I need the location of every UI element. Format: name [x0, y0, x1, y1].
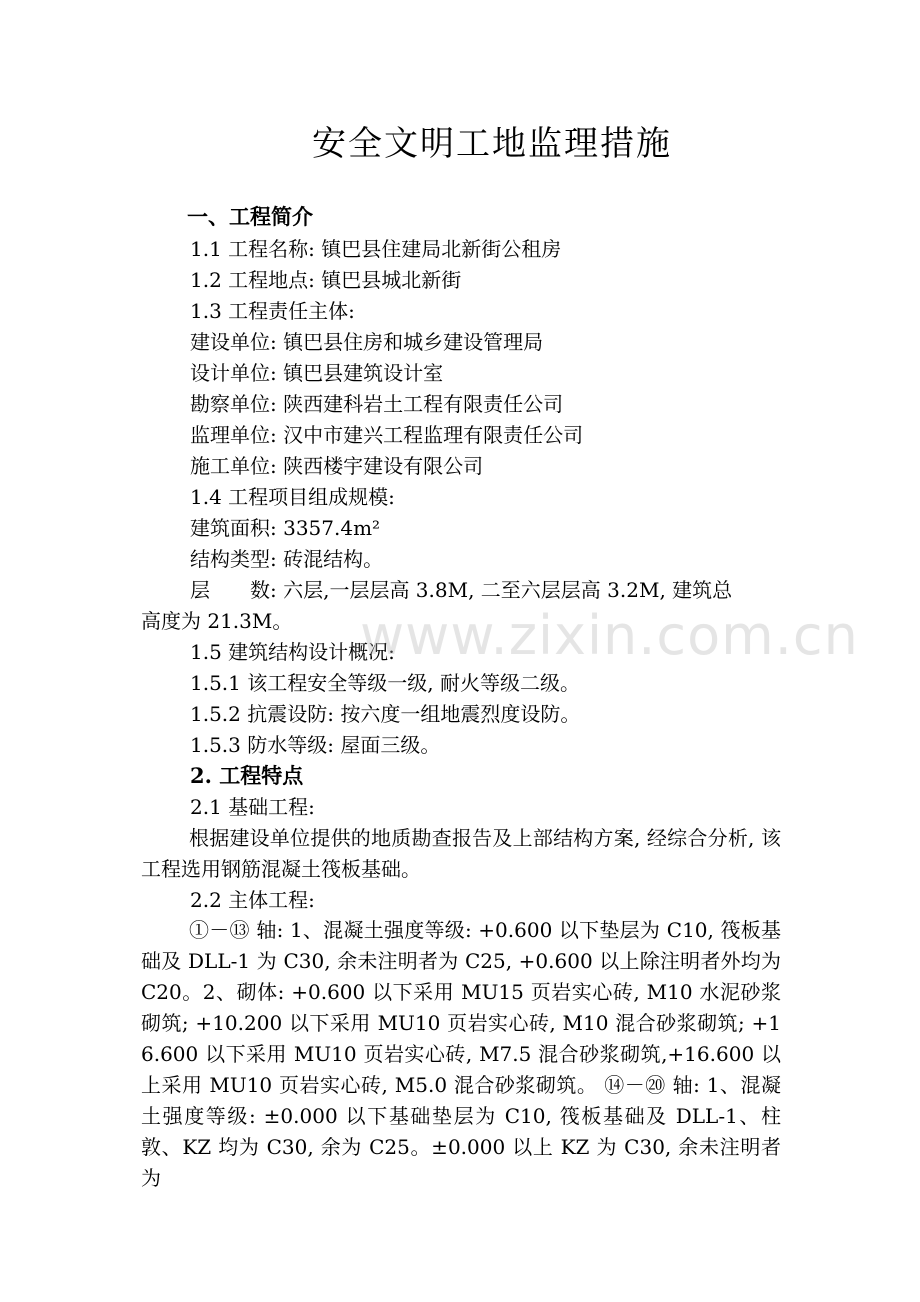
- design-overview-line: 1.5 建筑结构设计概况:: [190, 640, 395, 664]
- building-area-line: 建筑面积: 3357.4m²: [190, 516, 381, 540]
- design-unit-line: 设计单位: 镇巴县建筑设计室: [190, 361, 444, 385]
- construct-unit-line: 施工单位: 陕西楼宇建设有限公司: [190, 454, 484, 478]
- seismic-line: 1.5.2 抗震设防: 按六度一组地震烈度设防。: [190, 702, 581, 726]
- floors-line: 层 数: 六层,一层层高 3.8M, 二至六层层高 3.2M, 建筑总: [190, 578, 733, 602]
- responsible-parties-line: 1.3 工程责任主体:: [190, 299, 355, 323]
- project-location-line: 1.2 工程地点: 镇巴县城北新街: [190, 268, 462, 292]
- page-title: 安全文明工地监理措施: [312, 124, 672, 164]
- supervise-unit-line: 监理单位: 汉中市建兴工程监理有限责任公司: [190, 423, 584, 447]
- section1-heading: 一、工程简介: [187, 204, 313, 229]
- foundation-paragraph: 根据建设单位提供的地质勘查报告及上部结构方案, 经综合分析, 该工程选用钢筋混凝土筏板基础。: [141, 826, 781, 881]
- survey-unit-line: 勘察单位: 陕西建科岩土工程有限责任公司: [190, 392, 564, 416]
- main-structure-paragraph: ①－⑬ 轴: 1、混凝土强度等级: +0.600 以下垫层为 C10, 筏板基础及 DLL-1 为 C30, 余未注明者为 C25, +0.600 以上除注明者外均为 C20。2、砌体: +0.600 以下采用 MU15 页岩实心砖, M10 水泥砂浆砌筑; +10.200 以下采用 MU10 页岩实心砖, M10 混合砂浆砌筑; +16.600 以下采用 MU10 页岩实心砖, M7.5 混合砂浆砌筑,+16.600 以上采用 MU10 页岩实心砖, M5.0 混合砂浆砌筑。 ⑭－⑳ 轴: 1、混凝土强度等级: ±0.000 以下基础垫层为 C10, 筏板基础及 DLL-1、柱敦、KZ 均为 C30, 余为 C25。±0.000 以上 KZ 为 C30, 余未注明者为: [141, 918, 781, 1190]
- project-scale-line: 1.4 工程项目组成规模:: [190, 485, 395, 509]
- waterproof-line: 1.5.3 防水等级: 屋面三级。: [190, 733, 441, 757]
- section2-heading: 2. 工程特点: [190, 763, 304, 788]
- project-name-line: 1.1 工程名称: 镇巴县住建局北新街公租房: [190, 237, 562, 261]
- build-unit-line: 建设单位: 镇巴县住房和城乡建设管理局: [190, 330, 544, 354]
- watermark: www.zixin.com.cn: [360, 604, 859, 667]
- floors-line-cont: 高度为 21.3M。: [141, 609, 293, 633]
- main-structure-heading: 2.2 主体工程:: [190, 888, 315, 912]
- safety-grade-line: 1.5.1 该工程安全等级一级, 耐火等级二级。: [190, 671, 580, 695]
- structure-type-line: 结构类型: 砖混结构。: [190, 547, 384, 571]
- foundation-heading: 2.1 基础工程:: [190, 795, 315, 819]
